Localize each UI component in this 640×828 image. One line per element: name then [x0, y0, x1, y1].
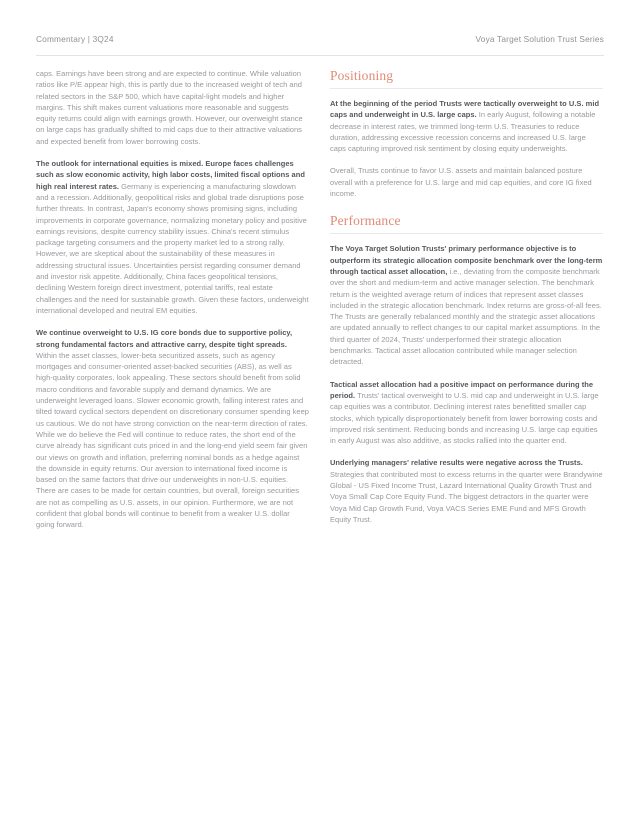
paragraph-lead-in: Tactical asset allocation had a positive impact on performance during the period.	[330, 379, 594, 400]
body-paragraph	[36, 158, 309, 316]
running-header	[36, 34, 604, 44]
paragraph-text: Germany is experiencing a manufacturing slowdown and a recession. Additionally, geopolitical risks and global trade disruptions pose further threats. In contrast, Japan's economy shows promising signs, including improvements in corporate governance, normalizing monetary policy and positive earnings revisions, despite currency stability issues. China's recent stimulus package targeting consumers and the property market led to a strong rally. However, we are skeptical about the sustainability of these measures in addressing structural issues. Uncertainties persist regarding consumer demand and investor risk appetite. Additionally, China faces geopolitical tensions, declining Western foreign direct investment, potential tariffs, real estate challenges and the need for sustainable growth. Given these factors, underweight international developed and neutral EM equities.	[36, 181, 309, 315]
body-paragraph	[36, 327, 309, 530]
body-paragraph	[330, 379, 603, 447]
header-right-label: Voya Target Solution Trust Series	[475, 34, 604, 44]
header-divider	[36, 55, 604, 56]
paragraph-text: Trusts' tactical overweight to U.S. mid cap and underweight in U.S. large cap equities was a contributor. Declining interest rates benefitted smaller cap stocks, which typically disproportionately benefit from lower borrowing costs and improved risk sentiment. Reducing bonds and increasing U.S. large cap equities in early August was also additive, as stocks rallied into the quarter end.	[330, 390, 599, 446]
header-left-label: Commentary | 3Q24	[36, 34, 114, 44]
paragraph-lead-in: At the beginning of the period Trusts were tactically overweight to U.S. mid caps and underweight in U.S. large caps.	[330, 99, 600, 120]
section-heading: Positioning	[330, 68, 394, 83]
section-positioning	[330, 68, 603, 199]
body-paragraph	[330, 457, 603, 525]
left-column	[36, 68, 309, 531]
two-column-body	[36, 68, 604, 531]
body-paragraph	[330, 165, 603, 199]
section-heading: Performance	[330, 213, 401, 229]
body-paragraph	[330, 243, 603, 367]
section-heading-divider	[330, 233, 603, 234]
section-heading-divider	[330, 88, 603, 89]
paragraph-lead-in: We continue overweight to U.S. IG core bonds due to supportive policy, strong fundamental factors and attractive carry, despite tight spreads.	[36, 328, 293, 349]
paragraph-text: caps. Earnings have been strong and are expected to continue. While valuation ratios like P/E appear high, this is partly due to the increased weight of tech and related sectors in the S&P 500, which have capital-light models and higher margins. This shift makes current valuations more reasonable and suggests equity returns could align with earnings growth. However, our overweight stance on large caps has gradually shifted to mid caps due to their attractive valuations and expected benefit from lower borrowing costs.	[36, 69, 303, 146]
body-paragraph	[36, 68, 309, 147]
paragraph-text: Overall, Trusts continue to favor U.S. assets and maintain balanced posture overall with a preference for U.S. large and mid cap equities, and core IG fixed income.	[330, 166, 592, 199]
paragraph-text: Within the asset classes, lower-beta securitized assets, such as agency mortgages and consumer-oriented asset-backed securities (ABS), as well as high-quality corporates, look appealing. These sectors should benefit from solid macro conditions and favorable supply and demand dynamics. We are underweight leveraged loans. Slower economic growth, falling interest rates and tilted toward cyclical sectors dependent on discretionary consumer spending keep us cautious. We do not have strong conviction on the near-term direction of rates. While we do believe the Fed will continue to reduce rates, the short end of the curve already has significant cuts priced in and the long-end yield seem fair given our views on growth and inflation, preferring nominal bonds as a hedge against the downside in equity returns. Our aversion to international fixed income is based on the same factors that drive our underweights in non-U.S. equities. There are cases to be made for certain countries, but overall, foreign securities are not as compelling as U.S. assets, in our opinion. Furthermore, we are not confident that global bonds will continue to benefit from a weaker U.S. dollar going forward.	[36, 350, 309, 530]
paragraph-text: i.e., deviating from the composite benchmark over the short and medium-term and active manager selection. The benchmark return is the weighted average return of indices that represent asset classes included in the strategic allocation benchmark. Index returns are gross-of-all fees. The Trusts are generally rebalanced monthly and the strategic asset allocations are updated annually to reflect changes to our capital market assumptions. In the third quarter of 2024, Trusts' underperformed their strategic allocation benchmarks. Tactical asset allocation contributed while manager selection detracted.	[330, 266, 602, 367]
body-paragraph	[330, 98, 603, 154]
section-performance	[330, 213, 603, 525]
paragraph-text: In early August, following a notable decrease in interest rates, we trimmed long-term U.S. Treasuries to reduce duration, addressing excessive recession concerns and increased U.S. large caps capturing improved risk sentiment by closing equity underweights.	[330, 110, 596, 154]
right-column	[330, 68, 603, 525]
paragraph-lead-in: Underlying managers' relative results were negative across the Trusts.	[330, 458, 583, 468]
paragraph-text: Strategies that contributed most to excess returns in the quarter were Brandywine Global - US Fixed Income Trust, Lazard International Quality Growth Trust and Voya Small Cap Core Equity Fund. The biggest detractors in the quarter were Voya Mid Cap Growth Fund, Voya VACS Series EME Fund and MFS Growth Equity Trust.	[330, 469, 603, 524]
paragraph-lead-in: The outlook for international equities is mixed. Europe faces challenges such as slow economic activity, high labor costs, limited fiscal options and high real interest rates.	[36, 159, 305, 191]
paragraph-lead-in: The Voya Target Solution Trusts' primary performance objective is to outperform its strategic allocation composite benchmark over the long-term through tactical asset allocation,	[330, 244, 603, 276]
